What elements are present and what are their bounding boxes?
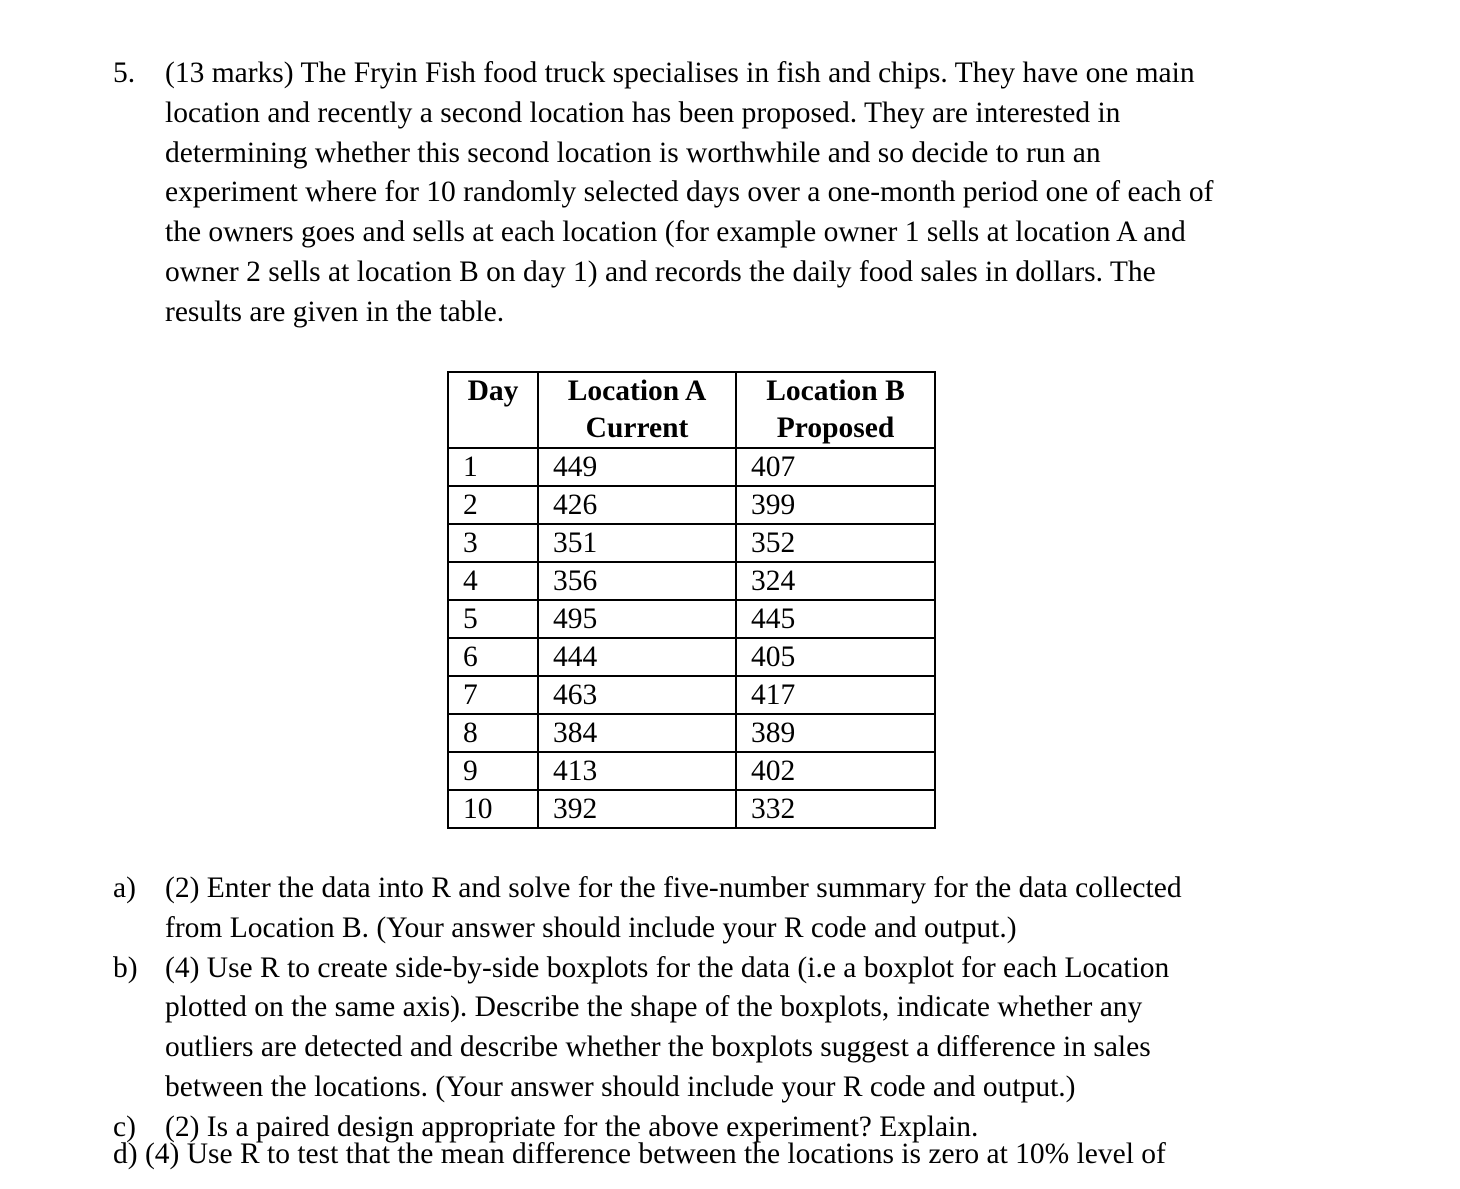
cell-day: 1 [448, 448, 538, 486]
cell-location-b: 405 [736, 638, 935, 676]
cutoff-text: d) (4) Use R to test that the mean difference between the locations is zero at 10% level of [113, 1138, 1166, 1170]
part-line: plotted on the same axis). Describe the shape of the boxplots, indicate whether any [165, 991, 1143, 1024]
cell-location-b: 402 [736, 752, 935, 790]
cell-location-b: 389 [736, 714, 935, 752]
cell-location-a: 444 [538, 638, 736, 676]
header-location-b-line1: Location B [766, 375, 905, 407]
part-line: (2) Enter the data into R and solve for the five-number summary for the data collected [165, 872, 1182, 904]
question-number: 5. [113, 57, 136, 89]
table-row [448, 600, 935, 638]
question-line: determining whether this second location is worthwhile and so decide to run an [165, 136, 1101, 169]
cell-location-b: 324 [736, 562, 935, 600]
table-row [448, 486, 935, 524]
question-5 [113, 54, 1353, 333]
part-text [165, 949, 1325, 1108]
cell-location-a: 356 [538, 562, 736, 600]
header-location-b [736, 372, 935, 448]
cell-location-b: 407 [736, 448, 935, 486]
cell-location-a: 426 [538, 486, 736, 524]
table-row [448, 790, 935, 828]
part-line: between the locations. (Your answer should include your R code and output.) [165, 1070, 1076, 1103]
part-label: b) [113, 951, 138, 984]
cell-location-a: 392 [538, 790, 736, 828]
cell-location-a: 384 [538, 714, 736, 752]
question-line: location and recently a second location has been proposed. They are interested in [165, 96, 1121, 129]
question-line: (13 marks) The Fryin Fish food truck specialises in fish and chips. They have one main [165, 57, 1195, 89]
cell-day: 9 [448, 752, 538, 790]
question-line: results are given in the table. [165, 295, 505, 328]
part-line: (2) Is a paired design appropriate for the above experiment? Explain. [165, 1110, 979, 1143]
cell-day: 8 [448, 714, 538, 752]
table-row [448, 714, 935, 752]
cell-location-b: 399 [736, 486, 935, 524]
table-row [448, 752, 935, 790]
part-text [165, 869, 1325, 949]
part-line: (4) Use R to create side-by-side boxplots for the data (i.e a boxplot for each Location [165, 951, 1170, 984]
table-header-row [448, 372, 935, 448]
question-line: the owners goes and sells at each location (for example owner 1 sells at location A and [165, 216, 1186, 249]
cell-location-a: 413 [538, 752, 736, 790]
header-location-a [538, 372, 736, 448]
cell-day: 7 [448, 676, 538, 714]
header-location-a-line1: Location A [567, 375, 707, 407]
question-line: owner 2 sells at location B on day 1) and records the daily food sales in dollars. The [165, 255, 1156, 288]
header-location-a-line2: Current [585, 412, 689, 444]
table-row [448, 562, 935, 600]
cell-day: 4 [448, 562, 538, 600]
table-row [448, 676, 935, 714]
header-day-label: Day [467, 375, 519, 407]
table-row [448, 524, 935, 562]
header-day [448, 372, 538, 448]
table-row [448, 638, 935, 676]
part-d-cutoff-line [113, 1138, 1166, 1170]
table-row [448, 448, 935, 486]
question-line: experiment where for 10 randomly selected days over a one-month period one of each of [165, 176, 1214, 209]
cell-location-a: 495 [538, 600, 736, 638]
cell-location-b: 417 [736, 676, 935, 714]
part-label: a) [113, 872, 136, 904]
cell-day: 6 [448, 638, 538, 676]
part-b [113, 949, 1353, 1108]
header-location-b-line2: Proposed [776, 412, 895, 444]
cell-location-a: 463 [538, 676, 736, 714]
cell-location-b: 445 [736, 600, 935, 638]
question-text [165, 54, 1325, 333]
cell-day: 3 [448, 524, 538, 562]
cell-day: 2 [448, 486, 538, 524]
sub-questions [113, 869, 1353, 1148]
cell-location-a: 351 [538, 524, 736, 562]
cell-location-a: 449 [538, 448, 736, 486]
cell-location-b: 352 [736, 524, 935, 562]
cell-location-b: 332 [736, 790, 935, 828]
cell-day: 10 [448, 790, 538, 828]
cell-day: 5 [448, 600, 538, 638]
part-a [113, 869, 1353, 949]
part-line: outliers are detected and describe whether the boxplots suggest a difference in sales [165, 1031, 1151, 1064]
sales-table [447, 371, 936, 829]
part-label: c) [113, 1110, 136, 1143]
part-line: from Location B. (Your answer should include your R code and output.) [165, 911, 1017, 944]
